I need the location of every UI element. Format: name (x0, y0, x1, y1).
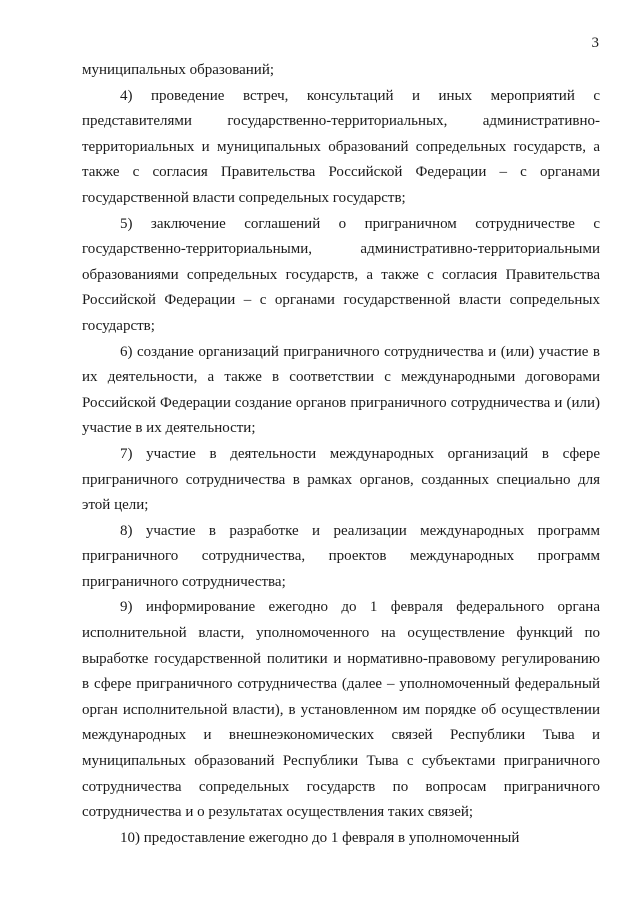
paragraph-item-10: 10) предоставление ежегодно до 1 февраля в уполномоченный (120, 829, 520, 846)
paragraph-item-9: 9) информирование ежегодно до 1 февраля федерального органа исполнительной власти, уполномоченного на осуществление функций по выработке государственной политики и нормативно-правовому регулированию в сфере приграничного сотрудничества (далее – уполномоченный федеральный орган исполнительной власти), в установленном им порядке об осуществлении международных и внешнеэкономических связей Республики Тыва и муниципальных образований Республики Тыва с субъектами приграничного сотрудничества сопредельных государств по вопросам приграничного сотрудничества и о результатах осуществления таких связей; (82, 599, 600, 821)
paragraph-item-5: 5) заключение соглашений о приграничном сотрудничестве с государственно-территориальными, административно-территориальными образованиями сопредельных государств, а также с согласия Правительства Российской Федерации – с органами государственной власти сопредельных государств; (82, 215, 600, 334)
paragraph-continuation: муниципальных образований; (82, 62, 275, 78)
paragraph-item-8: 8) участие в разработке и реализации международных программ приграничного сотрудничества, проектов международных программ приграничного сотрудничества; (82, 522, 600, 590)
paragraph-item-7: 7) участие в деятельности международных организаций в сфере приграничного сотрудничества в рамках органов, созданных специально для этой цели; (82, 445, 600, 514)
document-body (82, 58, 600, 851)
page-number: 3 (591, 35, 599, 51)
paragraph-item-6: 6) создание организаций приграничного сотрудничества и (или) участие в их деятельности, а также в соответствии с международными договорами Российской Федерации создание органов приграничного сотрудничества и (или) участие в их деятельности; (82, 343, 600, 437)
paragraph-item-4: 4) проведение встреч, консультаций и иных мероприятий с представителями государственно-территориальных, административно-территориальных и муниципальных образований сопредельных государств, а также с согласия Правительства Российской Федерации – с органами государственной власти сопредельных государств; (82, 87, 600, 206)
